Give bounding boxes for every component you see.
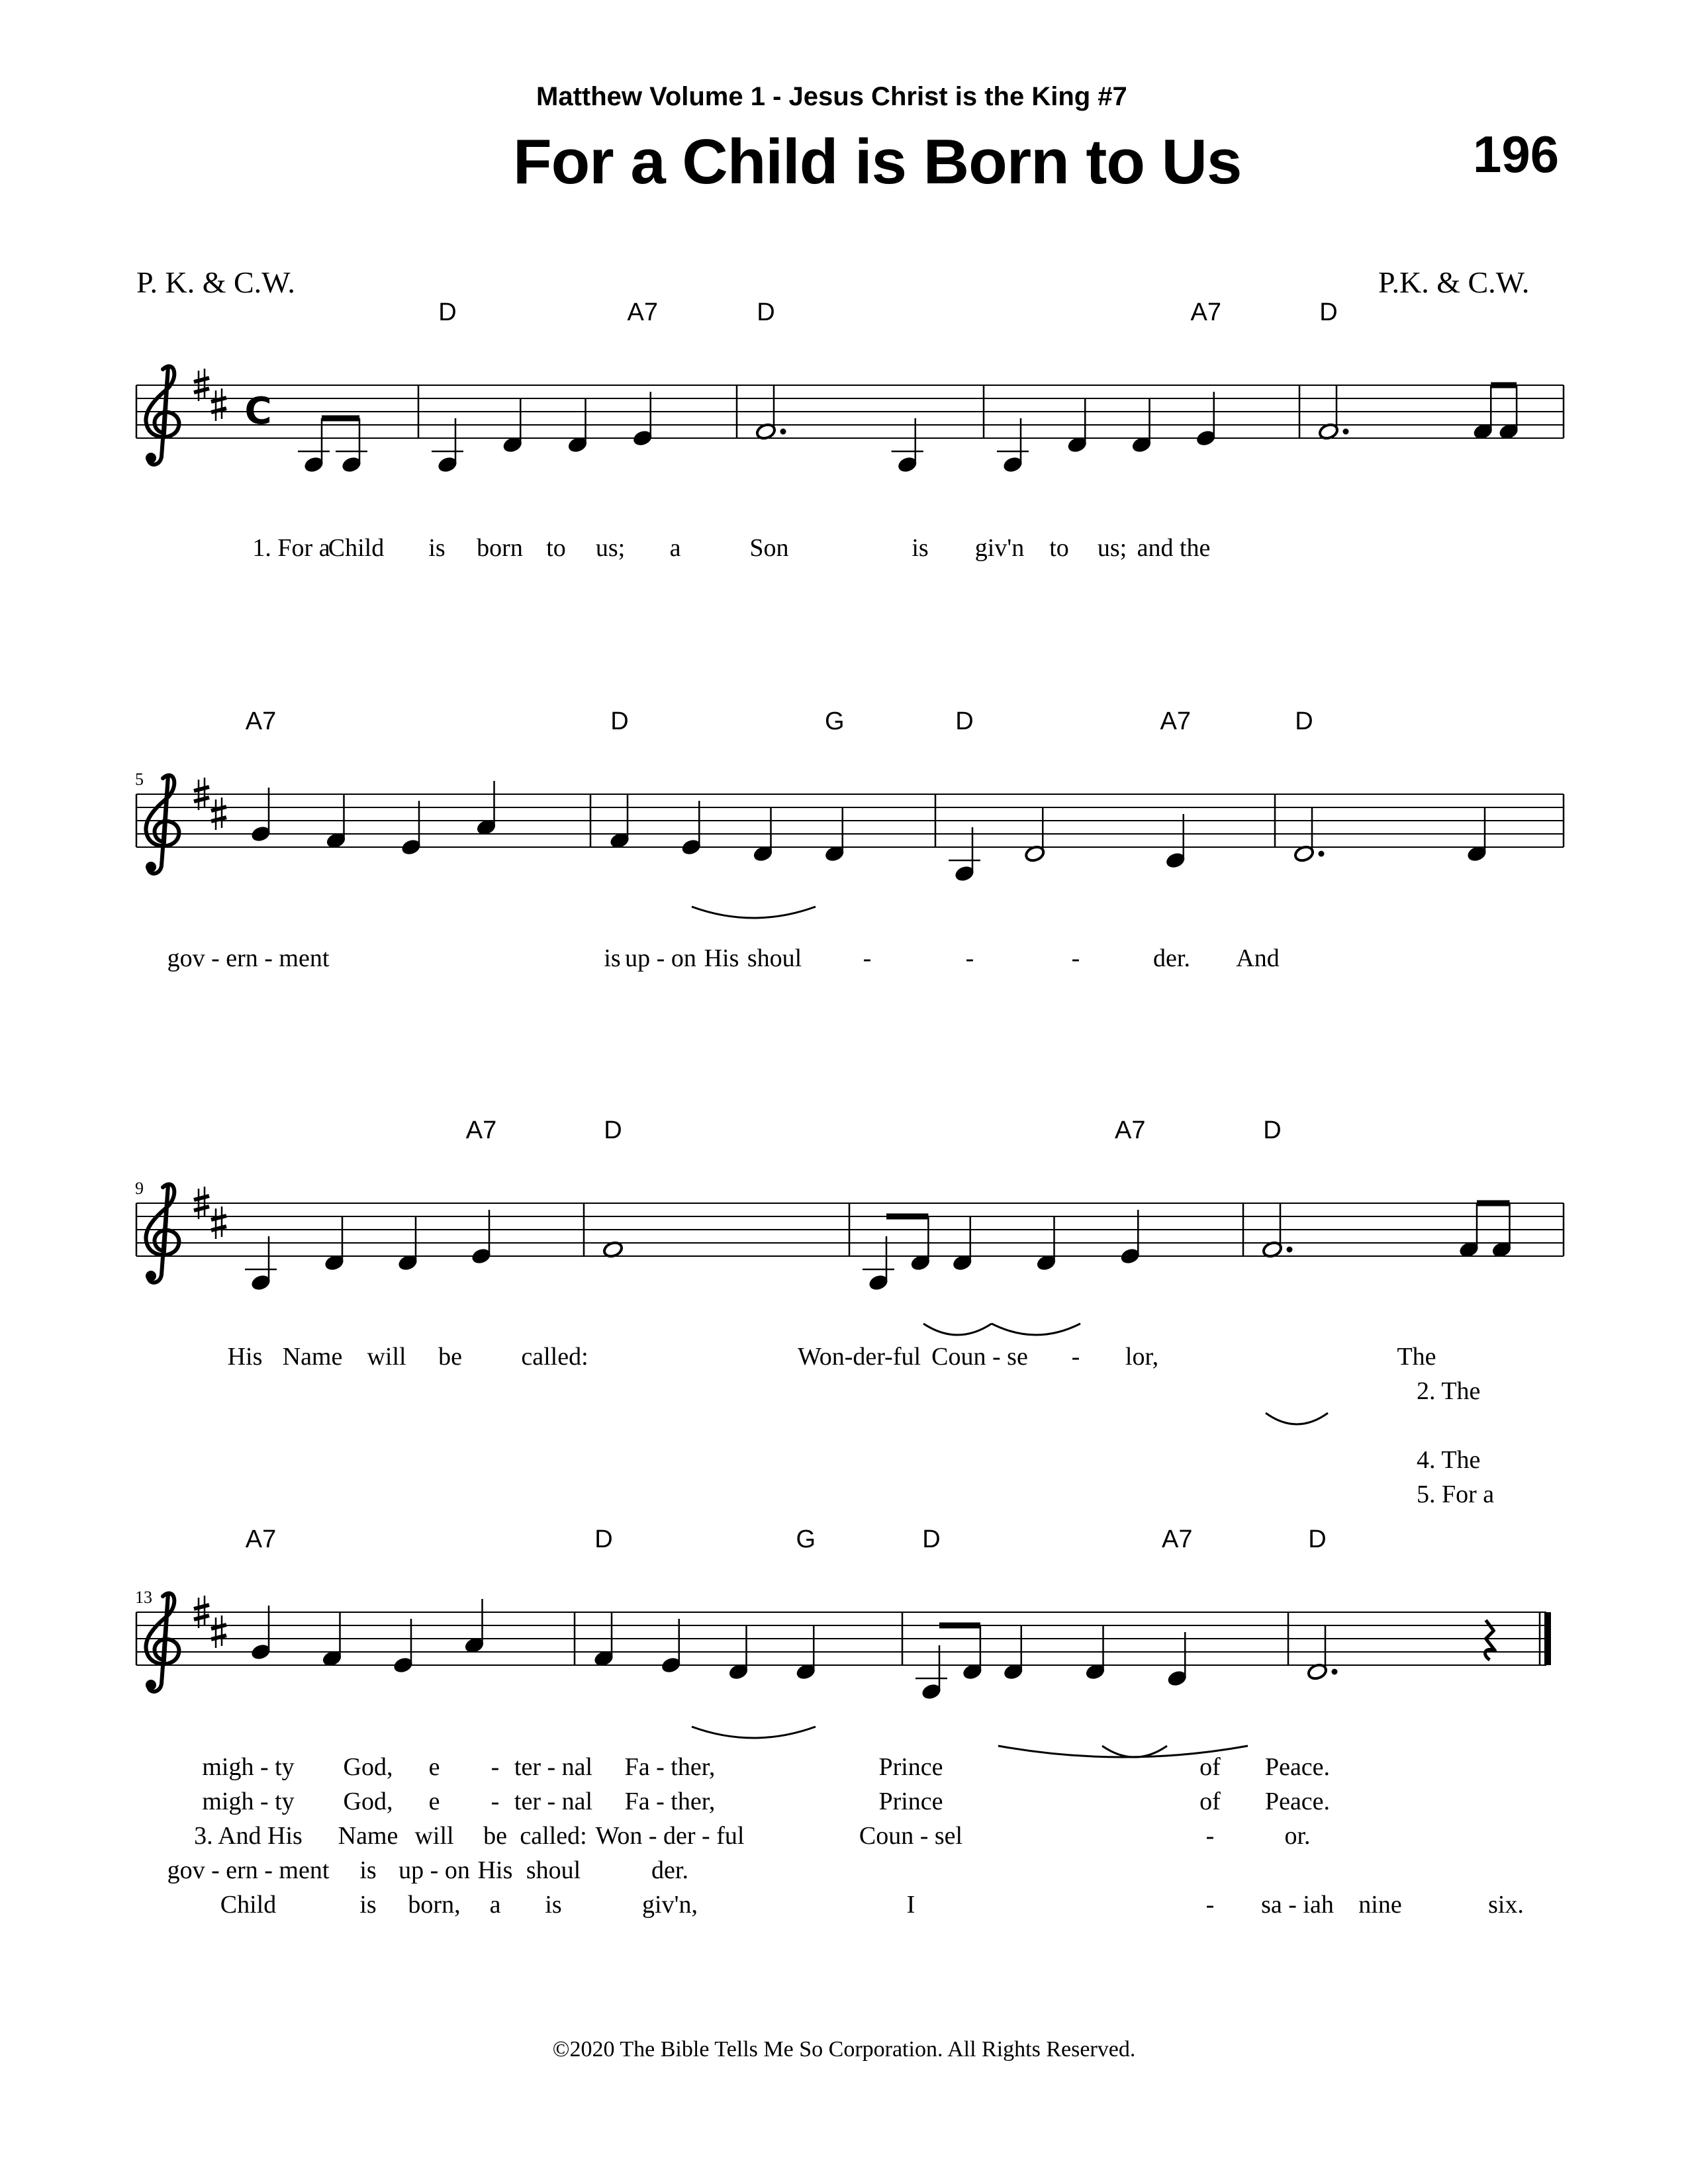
music-system-3 — [135, 1116, 1564, 1508]
lyric-syllable: ter - nal — [514, 1753, 593, 1781]
lyric-syllable: to — [1049, 534, 1069, 562]
lyric-syllable: shoul — [747, 944, 802, 972]
chord-symbol: D — [1308, 1525, 1327, 1553]
treble-clef — [146, 366, 179, 464]
slur-arc — [692, 907, 816, 918]
lyric-syllable: or. — [1284, 1822, 1311, 1850]
lyric-syllable: giv'n, — [642, 1891, 698, 1919]
lyric-syllable: is — [428, 534, 445, 562]
lyric-syllable: gov - ern - ment — [167, 944, 330, 972]
lyric-syllable: Fa - ther, — [624, 1788, 716, 1815]
lyric-syllable: up - on — [399, 1856, 470, 1884]
lyric-syllable: His — [227, 1343, 263, 1371]
treble-clef-curve — [146, 775, 179, 873]
lyric-syllable: a — [489, 1891, 501, 1919]
measure-number: 13 — [135, 1588, 152, 1607]
chord-symbol: A7 — [245, 707, 277, 735]
chord-symbol: A7 — [465, 1116, 497, 1144]
composer-credit-right: P.K. & C.W. — [1378, 265, 1530, 299]
lyric-syllable: der. — [1153, 944, 1190, 972]
lyric-syllable: - — [491, 1788, 500, 1815]
treble-clef-tail — [146, 862, 156, 872]
lyric-syllable: Won-der-ful — [797, 1343, 921, 1371]
chord-symbol: A7 — [1115, 1116, 1146, 1144]
treble-clef-curve — [146, 1593, 179, 1691]
lyric-syllable: - — [1071, 1343, 1080, 1371]
lyric-syllable: His — [704, 944, 739, 972]
lyric-syllable: gov - ern - ment — [167, 1856, 330, 1884]
lyric-syllable: - — [1071, 944, 1080, 972]
lyric-syllable: Son — [749, 534, 789, 562]
sharp-bar — [194, 1206, 209, 1210]
lyric-syllable: and the — [1137, 534, 1211, 562]
lyric-syllable: 5. For a — [1417, 1480, 1495, 1508]
chord-symbol: A7 — [1162, 1525, 1193, 1553]
lyric-syllable: And — [1236, 944, 1280, 972]
lyric-syllable: born, — [408, 1891, 461, 1919]
lyric-syllable: migh - ty — [202, 1788, 295, 1815]
chord-symbol: A7 — [1190, 298, 1221, 326]
lyric-syllable: will — [414, 1822, 454, 1850]
lyric-syllable: der. — [651, 1856, 688, 1884]
lyric-syllable: Child — [328, 534, 385, 562]
sharp-sign — [211, 388, 226, 421]
lyric-syllable: us; — [1097, 534, 1127, 562]
lyric-syllable: lor, — [1125, 1343, 1159, 1371]
lyric-syllable: Prince — [878, 1788, 943, 1815]
sharp-sign — [211, 797, 226, 830]
lyric-syllable: - — [491, 1753, 500, 1781]
lyric-syllable: is — [604, 944, 621, 972]
lyric-syllable: 4. The — [1417, 1446, 1481, 1474]
chord-symbol: D — [610, 707, 629, 735]
lyric-syllable: shoul — [526, 1856, 581, 1884]
slur-arc — [992, 1324, 1080, 1335]
augmentation-dot — [1332, 1669, 1338, 1675]
lyric-syllable: migh - ty — [202, 1753, 295, 1781]
lyric-syllable: sa - iah — [1261, 1891, 1334, 1919]
treble-clef-tail — [146, 453, 156, 463]
copyright-notice: ©2020 The Bible Tells Me So Corporation. All Rights Reserved. — [552, 2037, 1136, 2062]
lyric-syllable: of — [1199, 1788, 1221, 1815]
music-system-4 — [135, 1525, 1548, 1919]
lyric-syllable: a — [669, 534, 681, 562]
time-signature-common: C — [244, 390, 272, 433]
treble-clef-tail — [146, 1271, 156, 1281]
lyric-syllable: Coun - se — [931, 1343, 1028, 1371]
lyric-syllable: giv'n — [974, 534, 1025, 562]
lyric-syllable: born — [477, 534, 523, 562]
lyric-syllable: called: — [521, 1343, 588, 1371]
sharp-bar — [194, 1605, 209, 1609]
lyric-syllable: 3. And His — [194, 1822, 303, 1850]
augmentation-dot — [1343, 429, 1349, 435]
lyric-syllable: Coun - sel — [859, 1822, 963, 1850]
lyric-syllable: God, — [343, 1788, 393, 1815]
sharp-bar — [194, 1196, 209, 1200]
lyric-syllable: - — [1205, 1822, 1215, 1850]
chord-symbol: A7 — [627, 298, 658, 326]
slur-arc — [923, 1324, 992, 1335]
lyric-syllable: nine — [1358, 1891, 1402, 1919]
song-number: 196 — [1473, 125, 1560, 183]
lyric-syllable: six. — [1488, 1891, 1524, 1919]
lyric-syllable: e — [428, 1753, 440, 1781]
measure-number: 9 — [135, 1179, 144, 1198]
sharp-sign — [211, 1206, 226, 1239]
composer-credit-left: P. K. & C.W. — [136, 265, 295, 299]
lyric-syllable: ter - nal — [514, 1788, 593, 1815]
lyric-syllable: will — [367, 1343, 406, 1371]
augmentation-dot — [1319, 851, 1325, 857]
music-system-1 — [136, 298, 1564, 562]
lyric-syllable: up - on — [625, 944, 696, 972]
chord-symbol: A7 — [245, 1525, 277, 1553]
lyric-syllable: is — [545, 1891, 562, 1919]
measure-number: 5 — [135, 770, 144, 789]
sharp-bar — [194, 1615, 209, 1619]
lyric-syllable: Peace. — [1264, 1753, 1331, 1781]
chord-symbol: D — [1263, 1116, 1282, 1144]
lyric-syllable: is — [359, 1856, 377, 1884]
chord-symbol: D — [604, 1116, 622, 1144]
lyric-syllable: called: — [520, 1822, 587, 1850]
slur-arc — [1266, 1413, 1328, 1424]
chord-symbol: D — [1295, 707, 1313, 735]
chord-symbol: D — [594, 1525, 613, 1553]
song-subtitle: Matthew Volume 1 - Jesus Christ is the King #7 — [536, 82, 1127, 111]
treble-clef — [146, 1593, 179, 1691]
lyric-syllable: us; — [595, 534, 626, 562]
sharp-bar — [194, 787, 209, 791]
chord-symbol: A7 — [1160, 707, 1191, 735]
treble-clef-tail — [146, 1680, 156, 1690]
lyric-syllable: Name — [282, 1343, 343, 1371]
lyric-syllable: is — [912, 534, 929, 562]
lyric-syllable: e — [428, 1788, 440, 1815]
lyric-syllable: - — [1205, 1891, 1215, 1919]
lyric-syllable: to — [546, 534, 566, 562]
lyric-syllable: Name — [338, 1822, 399, 1850]
chord-symbol: D — [955, 707, 974, 735]
lyric-syllable: - — [965, 944, 974, 972]
sharp-bar — [194, 797, 209, 801]
chord-symbol: D — [757, 298, 775, 326]
augmentation-dot — [1287, 1247, 1293, 1253]
sharp-bar — [194, 388, 209, 392]
music-system-2 — [135, 707, 1564, 972]
treble-clef-curve — [146, 366, 179, 464]
lyric-syllable: Fa - ther, — [624, 1753, 716, 1781]
chord-symbol: G — [796, 1525, 816, 1553]
lyric-syllable: - — [863, 944, 872, 972]
lyric-syllable: be — [438, 1343, 462, 1371]
lyric-syllable: is — [359, 1891, 377, 1919]
lyric-syllable: Peace. — [1264, 1788, 1331, 1815]
treble-clef-curve — [146, 1184, 179, 1282]
slur-arc — [692, 1727, 816, 1738]
sharp-sign — [211, 1615, 226, 1648]
lyric-syllable: Child — [220, 1891, 277, 1919]
lyric-syllable: His — [477, 1856, 513, 1884]
lyric-syllable: be — [483, 1822, 507, 1850]
lyric-syllable: 1. For a — [252, 534, 330, 562]
chord-symbol: D — [1319, 298, 1338, 326]
lyric-syllable: God, — [343, 1753, 393, 1781]
chord-symbol: D — [438, 298, 457, 326]
augmentation-dot — [780, 429, 786, 435]
lyric-syllable: of — [1199, 1753, 1221, 1781]
chord-symbol: D — [922, 1525, 941, 1553]
chord-symbol: G — [824, 707, 845, 735]
sharp-bar — [194, 378, 209, 382]
treble-clef — [146, 1184, 179, 1282]
lyric-syllable: Won - der - ful — [595, 1822, 745, 1850]
treble-clef — [146, 775, 179, 873]
lyric-syllable: 2. The — [1417, 1377, 1481, 1405]
song-title: For a Child is Born to Us — [513, 126, 1242, 197]
lyric-syllable: Prince — [878, 1753, 943, 1781]
lyric-syllable: The — [1397, 1343, 1436, 1371]
lyric-syllable: I — [906, 1891, 915, 1919]
